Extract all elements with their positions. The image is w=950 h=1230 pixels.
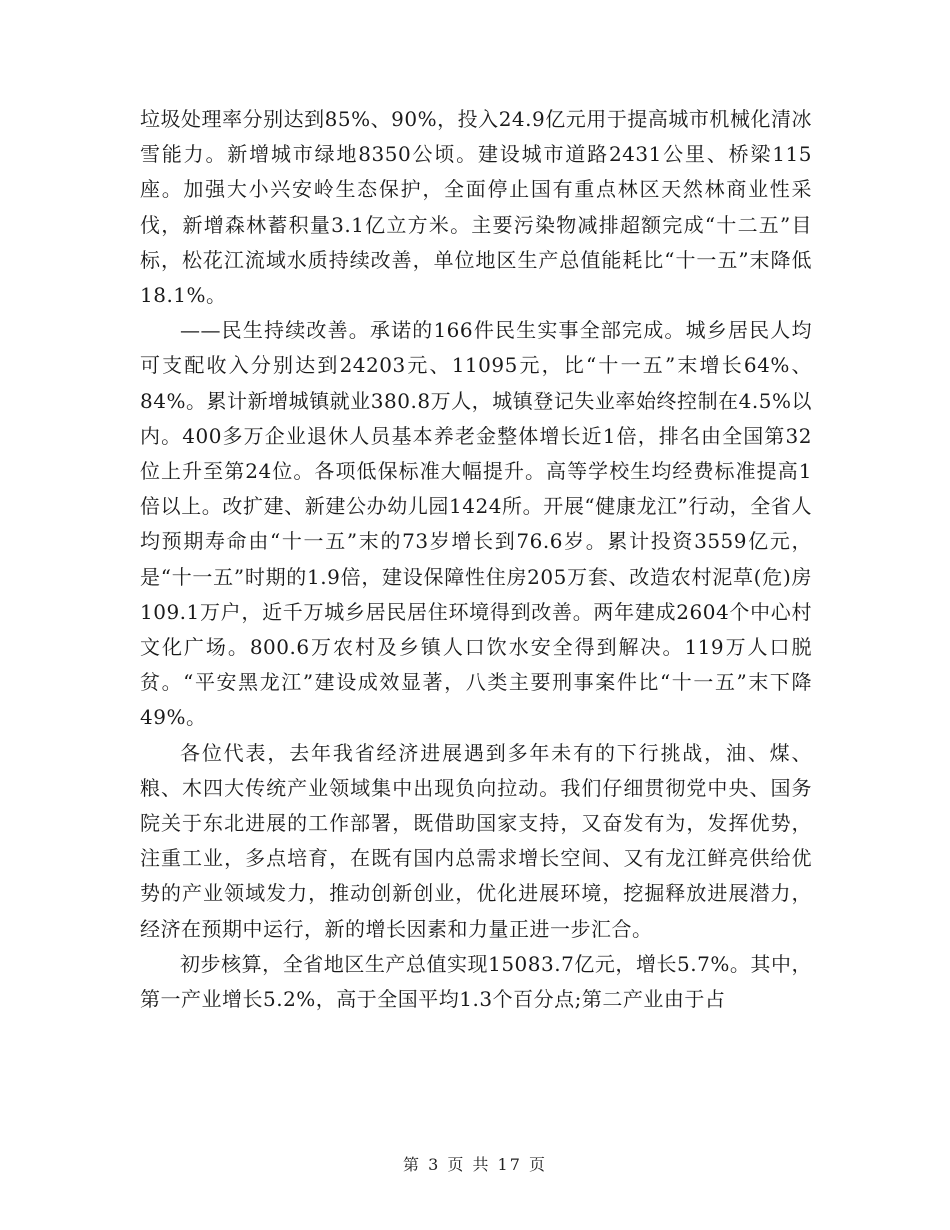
- paragraph-gdp: 初步核算，全省地区生产总值实现15083.7亿元，增长5.7%。其中，第一产业增长5.2%，高于全国平均1.3个百分点;第二产业由于占: [140, 951, 812, 1012]
- paragraph-representatives: 各位代表，去年我省经济进展遇到多年未有的下行挑战，油、煤、粮、木四大传统产业领域集中出现负向拉动。我们仔细贯彻党中央、国务院关于东北进展的工作部署，既借助国家支持，又奋发有为，发挥优势，注重工业，多点培育，在既有国内总需求增长空间、又有龙江鲜亮供给优势的产业领域发力，推动创新创业，优化进展环境，挖掘释放进展潜力，经济在预期中运行，新的增长因素和力量正进一步汇合。: [140, 740, 812, 941]
- paragraph-continued: 垃圾处理率分别达到85%、90%，投入24.9亿元用于提高城市机械化清冰雪能力。新增城市绿地8350公顷。建设城市道路2431公里、桥梁115座。加强大小兴安岭生态保护，全面停止国有重点林区天然林商业性采伐，新增森林蓄积量3.1亿立方米。主要污染物减排超额完成“十二五”目标，松花江流域水质持续改善，单位地区生产总值能耗比“十一五”末降低18.1%。: [140, 107, 812, 308]
- paragraph-livelihood: ——民生持续改善。承诺的166件民生实事全部完成。城乡居民人均可支配收入分别达到24203元、11095元，比“十一五”末增长64%、84%。累计新增城镇就业380.8万人，城镇登记失业率始终控制在4.5%以内。400多万企业退休人员基本养老金整体增长近1倍，排名由全国第32位上升至第24位。各项低保标准大幅提升。高等学校生均经费标准提高1倍以上。改扩建、新建公办幼儿园1424所。开展“健康龙江”行动，全省人均预期寿命由“十一五”末的73岁增长到76.6岁。累计投资3559亿元，是“十一五”时期的1.9倍，建设保障性住房205万套、改造农村泥草(危)房109.1万户，近千万城乡居民居住环境得到改善。两年建成2604个中心村文化广场。800.6万农村及乡镇人口饮水安全得到解决。119万人口脱贫。“平安黑龙江”建设成效显著，八类主要刑事案件比“十一五”末下降49%。: [140, 318, 812, 730]
- page-number-footer: 第 3 页 共 17 页: [403, 1155, 547, 1174]
- document-body: [140, 102, 812, 1017]
